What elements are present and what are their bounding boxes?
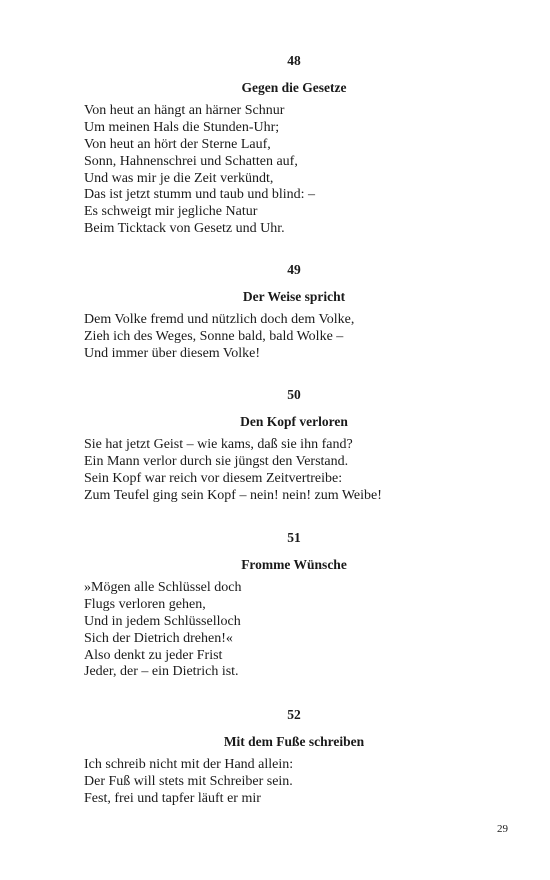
poem-text bbox=[84, 437, 504, 505]
poem-line: Der Fuß will stets mit Schreiber sein. bbox=[84, 773, 293, 789]
poem-line: Es schweigt mir jegliche Natur bbox=[84, 204, 258, 220]
poem-title: Mit dem Fuße schreiben bbox=[223, 734, 365, 749]
poem-51 bbox=[84, 529, 504, 681]
poem-line: Und in jedem Schlüsselloch bbox=[84, 613, 241, 629]
poem-line: Zieh ich des Weges, Sonne bald, bald Wolke – bbox=[84, 328, 344, 344]
poem-line: Um meinen Hals die Stunden-Uhr; bbox=[84, 119, 280, 135]
poem-text bbox=[84, 757, 504, 808]
poem-line: Ein Mann verlor durch sie jüngst den Verstand. bbox=[84, 453, 349, 469]
poem-50 bbox=[84, 386, 504, 505]
poem-49 bbox=[84, 261, 504, 363]
poem-number: 52 bbox=[287, 707, 301, 722]
poem-number: 48 bbox=[287, 53, 301, 68]
poem-title: Der Weise spricht bbox=[242, 289, 346, 304]
poem-text bbox=[84, 580, 504, 681]
poem-title: Fromme Wünsche bbox=[241, 557, 347, 572]
poem-line: »Mögen alle Schlüssel doch bbox=[84, 580, 242, 595]
poem-text bbox=[84, 103, 504, 238]
poem-line: Beim Ticktack von Gesetz und Uhr. bbox=[84, 221, 285, 237]
poem-line: Das ist jetzt stumm und taub und blind: – bbox=[84, 187, 315, 203]
poem-line: Von heut an hängt an härner Schnur bbox=[84, 103, 285, 118]
poem-number: 50 bbox=[287, 387, 301, 402]
poem-line: Sie hat jetzt Geist – wie kams, daß sie ihn fand? bbox=[84, 437, 353, 452]
poem-line: Jeder, der – ein Dietrich ist. bbox=[84, 664, 239, 680]
poem-text bbox=[84, 312, 504, 363]
poem-52 bbox=[84, 706, 504, 808]
poem-line: Und immer über diesem Volke! bbox=[84, 345, 261, 361]
poem-line: Ich schreib nicht mit der Hand allein: bbox=[84, 757, 294, 772]
poem-number: 51 bbox=[287, 530, 301, 545]
poem-line: Und was mir je die Zeit verkündt, bbox=[84, 170, 274, 186]
poem-number: 49 bbox=[287, 262, 301, 277]
poem-line: Von heut an hört der Sterne Lauf, bbox=[84, 136, 271, 152]
poem-title: Gegen die Gesetze bbox=[241, 80, 347, 95]
poem-line: Fest, frei und tapfer läuft er mir bbox=[84, 790, 261, 806]
poem-line: Sich der Dietrich drehen!« bbox=[84, 630, 233, 646]
poem-line: Flugs verloren gehen, bbox=[84, 596, 206, 612]
poem-title: Den Kopf verloren bbox=[240, 414, 348, 429]
poem-line: Sonn, Hahnenschrei und Schatten auf, bbox=[84, 153, 298, 169]
page-number: 29 bbox=[497, 823, 508, 835]
poem-line: Sein Kopf war reich vor diesem Zeitvertreibe: bbox=[84, 470, 343, 486]
poem-48 bbox=[84, 52, 504, 238]
poem-line: Dem Volke fremd und nützlich doch dem Volke, bbox=[84, 312, 355, 327]
poem-line: Zum Teufel ging sein Kopf – nein! nein! zum Weibe! bbox=[84, 487, 382, 503]
poem-line: Also denkt zu jeder Frist bbox=[84, 647, 223, 663]
